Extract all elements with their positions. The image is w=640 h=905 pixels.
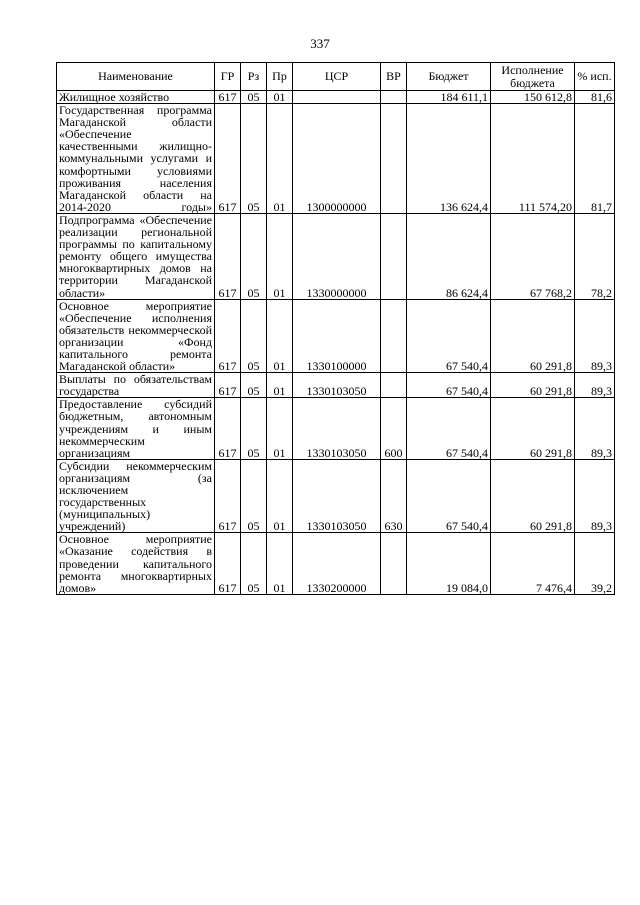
table-row: [57, 213, 615, 299]
row-budget: 67 540,4: [407, 299, 491, 373]
row-csr: 1330103050: [293, 373, 381, 398]
row-execution: 60 291,8: [491, 373, 575, 398]
row-name: Субсидии некоммерческим организациям (за исключением государственных (муниципальных) учреждений): [57, 459, 215, 533]
table-row: [57, 459, 615, 533]
row-percent: 89,3: [575, 398, 615, 459]
row-budget: 67 540,4: [407, 398, 491, 459]
row-gr: 617: [215, 91, 241, 104]
header-pr: Пр: [267, 63, 293, 91]
row-gr: 617: [215, 299, 241, 373]
table-row: [57, 398, 615, 459]
table-header-row: [57, 63, 615, 91]
row-name: Подпрограмма «Обеспечение реализации региональной программы по капитальному ремонту общего имущества многоквартирных домов на территории Магаданской области»: [57, 213, 215, 299]
table-row: [57, 299, 615, 373]
row-gr: 617: [215, 533, 241, 594]
row-percent: 81,6: [575, 91, 615, 104]
row-csr: 1330100000: [293, 299, 381, 373]
row-rz: 05: [241, 459, 267, 533]
row-rz: 05: [241, 104, 267, 214]
row-vr: [381, 373, 407, 398]
row-rz: 05: [241, 299, 267, 373]
row-rz: 05: [241, 91, 267, 104]
row-name: Основное мероприятие «Оказание содействия в проведении капитального ремонта многоквартирных домов»: [57, 533, 215, 594]
row-pr: 01: [267, 459, 293, 533]
header-execution: Исполнение бюджета: [491, 63, 575, 91]
row-vr: [381, 299, 407, 373]
row-budget: 136 624,4: [407, 104, 491, 214]
header-budget: Бюджет: [407, 63, 491, 91]
table-row: [57, 533, 615, 594]
row-csr: 1300000000: [293, 104, 381, 214]
row-gr: 617: [215, 104, 241, 214]
row-vr: [381, 533, 407, 594]
row-execution: 60 291,8: [491, 459, 575, 533]
row-csr: 1330103050: [293, 398, 381, 459]
row-budget: 67 540,4: [407, 373, 491, 398]
table-row: [57, 104, 615, 214]
row-rz: 05: [241, 373, 267, 398]
row-name: Предоставление субсидий бюджетным, автономным учреждениям и иным некоммерческим организациям: [57, 398, 215, 459]
row-vr: 600: [381, 398, 407, 459]
row-vr: [381, 213, 407, 299]
row-percent: 89,3: [575, 299, 615, 373]
row-vr: 630: [381, 459, 407, 533]
row-name: Государственная программа Магаданской области «Обеспечение качественными жилищно-коммунальными услугами и комфортными условиями проживания населения Магаданской области на 2014-2020 годы»: [57, 104, 215, 214]
row-execution: 150 612,8: [491, 91, 575, 104]
row-percent: 39,2: [575, 533, 615, 594]
table-row: [57, 373, 615, 398]
row-csr: 1330103050: [293, 459, 381, 533]
table-row: [57, 91, 615, 104]
header-percent: % исп.: [575, 63, 615, 91]
row-execution: 60 291,8: [491, 398, 575, 459]
row-pr: 01: [267, 533, 293, 594]
row-csr: 1330000000: [293, 213, 381, 299]
row-csr: [293, 91, 381, 104]
row-rz: 05: [241, 533, 267, 594]
header-name: Наименование: [57, 63, 215, 91]
row-gr: 617: [215, 213, 241, 299]
row-pr: 01: [267, 398, 293, 459]
row-execution: 111 574,20: [491, 104, 575, 214]
row-budget: 67 540,4: [407, 459, 491, 533]
row-name: Выплаты по обязательствам государства: [57, 373, 215, 398]
budget-table: [56, 62, 615, 595]
row-pr: 01: [267, 104, 293, 214]
header-csr: ЦСР: [293, 63, 381, 91]
header-vr: ВР: [381, 63, 407, 91]
row-budget: 19 084,0: [407, 533, 491, 594]
row-budget: 184 611,1: [407, 91, 491, 104]
row-percent: 81,7: [575, 104, 615, 214]
row-percent: 89,3: [575, 459, 615, 533]
row-pr: 01: [267, 373, 293, 398]
row-rz: 05: [241, 213, 267, 299]
row-gr: 617: [215, 373, 241, 398]
row-percent: 89,3: [575, 373, 615, 398]
row-gr: 617: [215, 459, 241, 533]
row-name: Основное мероприятие «Обеспечение исполнения обязательств некоммерческой организации «Фонд капитального ремонта Магаданской области»: [57, 299, 215, 373]
row-rz: 05: [241, 398, 267, 459]
header-gr: ГР: [215, 63, 241, 91]
row-vr: [381, 104, 407, 214]
row-csr: 1330200000: [293, 533, 381, 594]
row-percent: 78,2: [575, 213, 615, 299]
row-pr: 01: [267, 91, 293, 104]
row-gr: 617: [215, 398, 241, 459]
row-name: Жилищное хозяйство: [57, 91, 215, 104]
page-number: 337: [310, 36, 330, 51]
row-vr: [381, 91, 407, 104]
header-rz: Рз: [241, 63, 267, 91]
row-budget: 86 624,4: [407, 213, 491, 299]
row-pr: 01: [267, 299, 293, 373]
row-execution: 60 291,8: [491, 299, 575, 373]
row-pr: 01: [267, 213, 293, 299]
row-execution: 7 476,4: [491, 533, 575, 594]
row-execution: 67 768,2: [491, 213, 575, 299]
